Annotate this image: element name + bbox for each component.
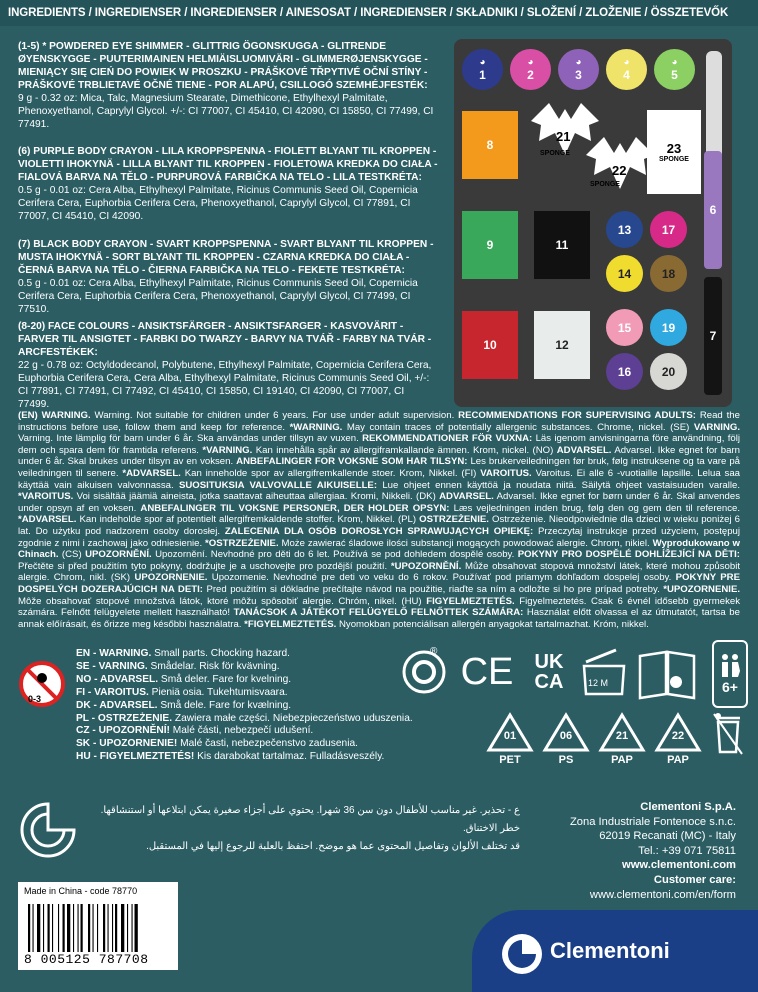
recycle-code-22 [654,712,702,768]
warning-segment: *VAROITUS. [18,491,74,503]
face-colour-circle-14 [606,255,643,292]
pao-label: 12 M [588,678,609,688]
sponge-number: 23 [666,141,682,156]
recycle-label: PAP [611,754,633,766]
company-name: Clementoni S.p.A. [640,801,736,813]
company-street: Zona Industriale Fontenoce s.n.c. [569,815,736,828]
small-parts-line [76,674,413,687]
warnings-text [18,410,740,630]
warning-segment: *UPOZORNĚNÍ. [390,560,462,572]
warning-segment: UPOZORNENIE. [134,572,208,584]
small-parts-text: Smådelar. Risk för kvävning. [147,660,280,672]
warning-segment: Přečtěte si před použitím tyto pokyny, dodržujte je a uschovejte pro pozdější použití. [18,560,391,572]
body-crayon-6 [704,151,722,269]
warning-segment: *ADVARSEL. [122,467,181,479]
sponge-label: SPONGE [540,150,570,157]
customer-care-url[interactable]: www.clementoni.com/en/form [589,888,736,901]
makeup-palette [454,39,732,407]
face-colour-circle-15 [606,309,643,346]
section-body: 9 g - 0.32 oz: Mica, Talc, Magnesium Stearate, Dimethicone, Ethylhexyl Palmitate, Phenoxyethanol, Caprylyl Glycol. +/-: CI 77007, CI 45410, CI 42090, CI 15850, CI 77499, CI 77491. [18,93,434,130]
recycle-number: 06 [559,730,573,742]
ukca-top: UK [534,651,564,673]
warning-segment: Może zawierać śladowe ilości substancji mogących powodować alergie. Chrom, nikiel. [278,537,653,549]
warning-segment: ANBEFALINGER FOR VOKSNE SOM HAR TILSYN: [236,456,468,468]
small-parts-line [76,751,413,764]
warning-segment: REKOMMENDATIONER FÖR VUXNA: [362,433,533,445]
section-body: 0.5 g - 0.01 oz: Cera Alba, Ethylhexyl Palmitate, Ricinus Communis Seed Oil, Copernicia Cerifera Cera, Euphorbia Cerifera Cera, Phenoxyethanol, Caprylyl Glycol, CI 77499, CI 77510. [18,278,418,315]
pan-number: 11 [555,238,569,252]
warning-segment: *FIGYELMEZTETÉS. [244,618,337,630]
section-body: 0.5 g - 0.01 oz: Cera Alba, Ethylhexyl Palmitate, Ricinus Communis Seed Oil, Copernicia Cerifera Cera, Euphorbia Cerifera Cera, Phenoxyethanol, Caprylyl Glycol, CI 77891, CI 77007, CI 45410, CI 42090. [18,185,418,222]
made-in-label: Made in China - code 78770 [24,886,138,896]
warning-segment: OSTRZEŻENIE. [419,514,489,526]
small-parts-line [76,687,413,700]
ingredients-face-colours [18,320,438,411]
small-parts-heading: FI - VAROITUS. [76,686,149,698]
age-plus-label: 6+ [722,679,738,695]
pan-number: 20 [661,364,676,379]
warning-segment: Használat előtt olvassa el az útmutatót, tartsa be annak előírásait, és őrizze meg későbbi használatra. [18,607,740,630]
company-tel: Tel.: +39 071 75811 [638,844,736,857]
sponge-number: 21 [556,129,571,144]
ingredients-header: INGREDIENTS / INGREDIENSER / INGREDIENSER / AINESOSAT / INGREDIENSER / SKŁADNIKI / SLOŽENÍ / ZLOŽENIE / ÖSSZETEVŐK [0,0,758,26]
warning-segment: Ostrzeżenie. Nieodpowiednie dla dzieci w wieku poniżej 6 lat. Do użytku pod nadzorem osoby dorosłej. [18,514,740,537]
small-parts-text: Små dele. Fare for kvælning. [157,699,292,711]
sponge-23 [647,110,701,194]
eyeshadow-pan-3 [558,49,599,90]
recycle-code-21 [598,712,646,768]
small-parts-text: Små deler. Fare for kvelning. [158,673,292,685]
warning-segment: ZALECENIA DLA OSÓB DOROSŁYCH SPRAWUJĄCYCH OPIEKĘ: [224,525,534,537]
face-colour-circle-18 [650,255,687,292]
small-parts-text: Malé časti, nebezpečenstvo zadusenia. [177,738,358,750]
eye-icon: ◕ [623,56,630,68]
pan-number: 12 [555,338,569,352]
warning-segment: *VARNING. [202,444,253,456]
warning-segment: Kan innehålla spår av allergiframkallande ämnen. Krom, nickel. (NO) [252,444,557,456]
small-parts-text: Kis darabokat tartalmaz. Fulladásveszély. [194,751,385,763]
pan-number: 17 [661,222,676,237]
body-crayon-7 [704,277,722,395]
pan-number: 14 [617,266,632,281]
warning-segment: Les brukerveiledningen før bruk, følg instruksene og ta vare på veiledningen til senere. [18,456,740,479]
recycle-number: 01 [503,730,517,742]
registered-mark: ® [430,646,438,657]
warning-segment: ADVARSEL. [439,491,494,503]
eyeshadow-pan-5 [654,49,695,90]
warning-segment: Advarsel. Ikke egnet for barn under 6 år. Skal brukes under tilsyn av en voksen. [18,444,740,468]
small-parts-text: Malé části, nebezpečí udušení. [169,725,314,737]
warning-segment: VAROITUS. [480,467,532,479]
warning-segment: Przeczytaj instrukcje przed użyciem, postępuj zgodnie z nimi i zachowaj jako odniesienie. [18,525,740,549]
warning-segment: VARNING. [693,421,741,433]
eyeshadow-pan-2 [510,49,551,90]
arabic-warning [80,802,520,856]
warning-segment: Figyelmeztetés. Csak 6 évnél idősebb gyermekek számára. Felnőtt felügyelete mellett használható! [18,595,741,619]
face-colour-circle-13 [606,211,643,248]
pan-number: 15 [617,320,632,335]
read-instructions-icon [636,648,698,700]
small-parts-heading: PL - OSTRZEŻENIE. [76,712,173,724]
recycle-code-01 [486,712,534,768]
small-parts-line [76,700,413,713]
small-parts-heading: DK - ADVARSEL. [76,699,158,711]
ce-mark: CE [460,650,514,693]
eyeshadow-pan-4 [606,49,647,90]
eye-icon: ◕ [527,56,534,68]
pao-jar-icon [580,646,628,698]
warning-segment: Wyprodukowano w Chinach. [18,537,741,561]
warning-segment: POKYNY PRO DOSPĚLÉ DOHLÍŽEJÍCÍ NA DĚTI: [517,549,740,561]
face-colour-pan-10 [462,311,518,379]
eye-icon: ◕ [671,56,678,68]
recycle-code-06 [542,712,590,768]
face-colour-circle-20 [650,353,687,390]
warning-segment: UPOZORNĚNÍ. [85,549,152,561]
warning-segment: Läs igenom anvisningarna före användning, följ dem och spara dem för framtida referens. [18,433,740,456]
sponge-label: SPONGE [659,156,689,163]
warning-segment: Varoitus. Ei alle 6 -vuotiaille lapsille. Leluа saa käyttää vain aikuisen valvonnassa. [18,467,741,491]
small-parts-text: Small parts. Chocking hazard. [151,648,291,659]
warning-segment: Advarsel. Ikke egnet for børn under 6 år. Skal anvendes under opsyn af en voksen. [18,491,740,514]
pan-number: 10 [483,338,497,352]
warning-segment: Pred použitím si dôkladne prečítajte návod na použitie, riaďte sa ním a odložte si ho pre prípad potreby. [202,583,664,595]
warning-segment: Nyomokban potenciálisan allergén anyagokat tartalmazhat. Króm, nikkel. [336,618,649,630]
green-dot-icon [402,650,446,694]
small-parts-heading: SK - UPOZORNENIE! [76,738,178,750]
warning-segment: Kan inneholde spor av allergifremkallende stoer. Krom, Nikkel. (FI) [180,467,481,479]
brand-name: Clementoni [550,938,670,963]
warning-segment: Může obsahovat stopová množství látek, které mohou způsobit alergie. Chrom, nikl. (SK) [18,560,740,584]
sponge-label: SPONGE [590,181,620,188]
age-warning-icon [18,660,66,708]
small-parts-line [76,648,413,661]
pan-number: 16 [617,364,632,379]
pan-number: 1 [479,67,486,82]
warning-segment: *UPOZORNENIE. [663,583,741,595]
ingredients-eye-shimmer [18,40,438,131]
arabic-line: ع - تحذير. غير مناسب للأطفال دون سن 36 شهرا. يحتوي على أجزاء صغيرة يمكن ابتلاعها أو استنشاقها. خطر الاختناق. [100,805,520,834]
ukca-mark [526,646,572,698]
bin-icon [710,710,746,756]
arabic-line: قد تختلف الألوان وتفاصيل المحتوى عما هو موضح. احتفظ بالعلبة للرجوع إليها في المستقبل. [146,841,520,852]
warning-segment: Voi sisältää jäämiä aineista, jotka saattavat aiheuttaa allergiaa. Kromi, Nikkeli. (DK) [73,491,440,503]
small-parts-heading: SE - VARNING. [76,660,148,672]
pan-number: 5 [671,67,678,82]
warning-segment: RECOMMENDATIONS FOR SUPERVISING ADULTS: [458,410,696,421]
barcode-area [18,882,178,970]
face-colour-circle-17 [650,211,687,248]
pan-number: 6 [709,203,717,217]
pan-number: 18 [661,266,676,281]
warning-segment: Warning. Not suitable for children under 6 years. For use under adult supervision. [94,410,459,421]
ingredients-purple-crayon [18,145,438,223]
face-colour-pan-8 [462,111,518,179]
barcode-icon [28,904,174,952]
face-colour-pan-11 [534,211,590,279]
company-city: 62019 Recanati (MC) - Italy [599,830,736,843]
warning-segment: Læs vejledningen inden brug, følg den og gem den til reference. [449,502,740,514]
small-parts-heading: CZ - UPOZORNĚNÍ! [76,725,170,737]
recycle-label: PS [558,754,574,766]
warning-segment: FIGYELMEZTETÉS. [426,595,515,607]
warning-segment: ANBEFALINGER TIL VOKSNE PERSONER, DER HOLDER OPSYN: [140,502,450,514]
small-parts-line [76,661,413,674]
company-website[interactable]: www.clementoni.com [622,859,736,872]
section-heading: (1-5) * POWDERED EYE SHIMMER - GLITTRIG ÖGONSKUGGA - GLITRENDE ØYENSKYGGE - PUUTERIMAINEN HELMIÄISLUOMIVÄRI - GLIMMERØJENSKYGGE - MIENIĄCY SIĘ CIEŃ DO POWIEK W PROSZKU - PRÁŠKOVÉ TŘPYTIVÉ OČNÍ STÍNY - PRÁŠKOVÉ TRBLIETAVÉ OČNÉ TIENE - POR ALAPÚ, CSILLOGÓ SZEMHÉJFESTÉK: [18,41,428,91]
small-parts-line [76,713,413,726]
pan-number: 7 [709,329,717,343]
section-heading: (6) PURPLE BODY CRAYON - LILA KROPPSPENNA - FIOLETT BLYANT TIL KROPPEN - VIOLETTI IHOKYNÄ - LILLA BLYANT TIL KROPPEN - FIOLETOWA KREDKA DO CIAŁA - FIALOVÁ BARVA NA TĚLO - PURPUROVÁ FARBIČKA NA TELO - LILA TESTKRÉTA: [18,146,438,183]
small-parts-text: Pieniä osia. Tukehtumisvaara. [148,686,288,698]
small-parts-heading: EN - WARNING. [76,648,152,659]
warning-segment: Upozornění. Nevhodné pro děti do 6 let. Používá se pod dohledem dospělé osoby. [151,549,518,561]
pan-number: 9 [486,238,494,252]
face-colour-circle-19 [650,309,687,346]
age-6-plus-badge [712,640,748,708]
small-parts-heading: NO - ADVARSEL. [76,673,159,685]
recycle-label: PAP [667,754,689,766]
company-address [570,800,736,902]
warning-segment: ADVARSEL. [556,444,612,456]
recycle-label: PET [499,754,521,766]
age-warning-label: 0-3 [28,694,42,704]
ingredients-black-crayon [18,238,438,316]
small-parts-line [76,725,413,738]
face-colour-pan-9 [462,211,518,279]
eyeshadow-pan-1 [462,49,503,90]
small-parts-line [76,738,413,751]
warning-segment: SUOSITUKSIA VALVOVALLE AIKUISELLE: [178,479,378,491]
sponge-number: 22 [612,163,627,178]
pan-number: 2 [527,67,534,82]
warning-segment: Varning. Inte lämplig för barn under 6 år. Ska användas under tillsyn av vuxen. [18,433,363,445]
small-parts-heading: HU - FIGYELMEZTETÉS! [76,751,195,763]
warning-segment: Upozornenie. Nevhodné pre deti vo veku do 6 rokov. Používať pod priamym dohľadom dospelej osoby. [207,572,676,584]
pan-number: 3 [575,67,582,82]
eye-icon: ◕ [479,56,486,68]
warning-segment: Kan indeholde spor af potentielt allergifremkaldende stoffer. Krom, Nikkel. (PL) [76,514,420,526]
warning-segment: POKYNY PRE DOSPELÝCH DOZERAJÚCICH NA DETI: [18,572,741,595]
warning-segment: Read the instructions before use, follow them and keep for reference. [18,410,740,433]
pan-number: 8 [486,138,494,152]
ukca-bottom: CA [534,671,564,693]
small-parts-warnings [76,648,413,764]
face-colour-pan-12 [534,311,590,379]
recycle-number: 22 [671,730,685,742]
warning-segment: Lue ohjeet ennen käyttöä ja noudata niitä. Säilytä ohjeet vastaisuuden varalle. [377,479,740,491]
section-heading: (7) BLACK BODY CRAYON - SVART KROPPSPENNA - SVART BLYANT TIL KROPPEN - MUSTA IHOKYNÄ - SORT BLYANT TIL KROPPEN - CZARNA KREDKA DO CIAŁA - ČERNÁ BARVA NA TĚLO - ČIERNA FARBIČKA NA TELO - FEKETE TESTKRÉTA: [18,239,434,276]
eye-icon: ◕ [575,56,582,68]
warning-segment: *ADVARSEL. [18,514,77,526]
recycle-number: 21 [615,730,629,742]
small-parts-text: Zawiera małe części. Niebezpieczeństwo uduszenia. [172,712,413,724]
warning-segment: May contain traces of potentially allergenic substances. Chrome, nickel. (SE) [342,421,694,433]
warning-segment: *OSTRZEŻENIE. [205,537,279,549]
brand-logo-icon [500,932,544,976]
warning-segment: (CS) [58,549,86,561]
face-colour-circle-16 [606,353,643,390]
pacman-logo-icon [18,800,78,860]
section-body: 22 g - 0.78 oz: Octyldodecanol, Polybutene, Ethylhexyl Palmitate, Copernicia Cerifera Cera, Euphorbia Cerifera Cera, Cera Alba, Ethylhexyl Palmitate, Ricinus Communis Seed Oil, +/-: CI 77891, CI 77491, CI 77492, CI 45410, CI 15850, CI 19140, CI 42090, CI 77007, CI 77499. [18,360,432,410]
warning-segment: *WARNING. [289,421,343,433]
pan-number: 19 [661,320,676,335]
pan-number: 4 [623,67,630,82]
warning-segment: TANÁCSOK A JÁTÉKOT FELÜGYELŐ FELNŐTTEK SZÁMÁRA: [233,607,524,619]
pan-number: 13 [617,222,632,237]
warning-segment: (EN) WARNING. [18,410,95,421]
warning-segment: Môže obsahovať stopové množstvá látok, ktoré môžu spôsobiť alergie. Chróm, nikel. (HU) [18,595,427,607]
barcode-digits: 8 005125 787708 [24,952,149,967]
brand-logo [472,910,758,992]
customer-care-label: Customer care: [653,873,736,886]
section-heading: (8-20) FACE COLOURS - ANSIKTSFÄRGER - ANSIKTSFARGER - KASVOVÄRIT - FARVER TIL ANSIGTET - FARBKI DO TWARZY - BARVY NA TVÁŘ - FARBY NA TVÁR - ARCFESTÉKEK: [18,321,432,358]
